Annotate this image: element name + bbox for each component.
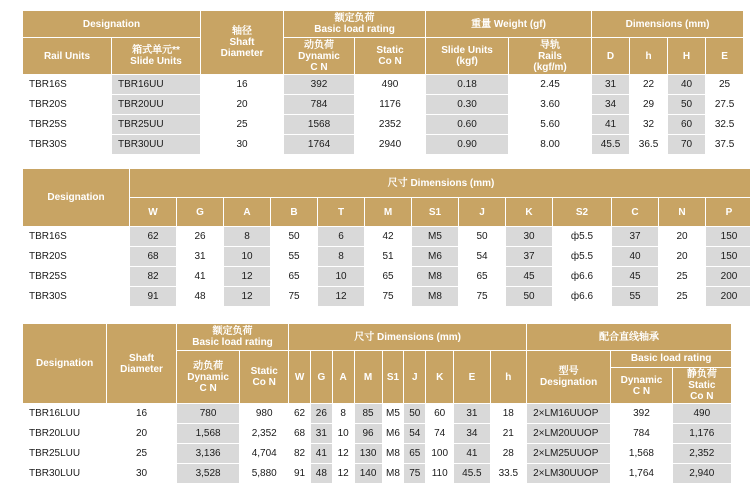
rail-slide-spec-table <box>22 10 744 155</box>
table-cell: TBR30UU <box>112 135 200 154</box>
table-cell: 8 <box>318 247 364 266</box>
header-basic-load-rating: 额定负荷 Basic load rating <box>284 11 425 37</box>
header-designation: Designation <box>23 169 129 226</box>
table-cell: 1568 <box>284 115 354 134</box>
table-cell: 10 <box>224 247 270 266</box>
header-weight-rails: 导轨 Rails (kgf/m) <box>509 38 591 74</box>
table-cell: 30 <box>506 227 552 246</box>
table-cell: 8 <box>333 404 354 423</box>
table-cell: 5.60 <box>509 115 591 134</box>
table-cell: 2×LM30UUOP <box>527 464 610 483</box>
header-weight-slide-units: Slide Units (kgf) <box>426 38 508 74</box>
table-cell: 41 <box>592 115 629 134</box>
table-cell: 30 <box>201 135 283 154</box>
header-dim-J: J <box>459 198 505 226</box>
table-cell: 82 <box>130 267 176 286</box>
table-cell: 12 <box>224 287 270 306</box>
table-cell: 21 <box>491 424 526 443</box>
header-dynamic: 动负荷 Dynamic C N <box>177 351 239 403</box>
table-cell: TBR16S <box>23 75 111 94</box>
table-cell: TBR20UU <box>112 95 200 114</box>
table-cell: 6 <box>318 227 364 246</box>
table-cell: 2,352 <box>673 444 731 463</box>
header-shaft-diameter: 轴径 Shaft Diameter <box>201 11 283 74</box>
header-dim-G: G <box>177 198 223 226</box>
table-cell: 32.5 <box>706 115 743 134</box>
table-cell: 48 <box>177 287 223 306</box>
table-cell: 65 <box>365 267 411 286</box>
table-cell: 85 <box>355 404 382 423</box>
table-cell: 3,136 <box>177 444 239 463</box>
header-matching-bearing: 配合直线轴承 <box>527 324 731 350</box>
table-cell: 37 <box>506 247 552 266</box>
table-cell: 784 <box>284 95 354 114</box>
table-cell: 50 <box>271 227 317 246</box>
table-cell: 1,568 <box>177 424 239 443</box>
table-cell: TBR16LUU <box>23 404 106 423</box>
table-cell: TBR16UU <box>112 75 200 94</box>
table-cell: 2×LM16UUOP <box>527 404 610 423</box>
table-cell: 48 <box>311 464 332 483</box>
table-cell: 2,940 <box>673 464 731 483</box>
header-shaft-diameter: Shaft Diameter <box>107 324 176 403</box>
table-cell: 33.5 <box>491 464 526 483</box>
table-cell: 12 <box>224 267 270 286</box>
table-cell: 34 <box>592 95 629 114</box>
table-cell: 2940 <box>355 135 425 154</box>
header-basic-load-rating: 额定负荷 Basic load rating <box>177 324 288 350</box>
table-cell: TBR25UU <box>112 115 200 134</box>
table-cell: 140 <box>355 464 382 483</box>
header-static: Static Co N <box>355 38 425 74</box>
header-designation: Designation <box>23 11 200 37</box>
table-cell: 45 <box>612 267 658 286</box>
table-cell: 110 <box>426 464 453 483</box>
table-cell: 25 <box>201 115 283 134</box>
table-cell: 54 <box>404 424 425 443</box>
table-row <box>23 95 743 114</box>
table-cell: 25 <box>659 267 705 286</box>
header-dim-M: M <box>365 198 411 226</box>
table-cell: M5 <box>412 227 458 246</box>
table-cell: 784 <box>611 424 671 443</box>
header-slide-units: 箱式单元** Slide Units <box>112 38 200 74</box>
table-cell: 65 <box>271 267 317 286</box>
table-cell: 55 <box>612 287 658 306</box>
table-cell: 16 <box>201 75 283 94</box>
table-cell: 45 <box>506 267 552 286</box>
table-cell: 1764 <box>284 135 354 154</box>
table-cell: 150 <box>706 227 750 246</box>
header-dimensions: 尺寸 Dimensions (mm) <box>289 324 526 350</box>
header-dim-W: W <box>130 198 176 226</box>
table-cell: 26 <box>311 404 332 423</box>
table-cell: 91 <box>130 287 176 306</box>
table-cell: 2,352 <box>240 424 288 443</box>
table-cell: 60 <box>426 404 453 423</box>
table-cell: 29 <box>630 95 667 114</box>
table-cell: 50 <box>668 95 705 114</box>
table-cell: 34 <box>454 424 489 443</box>
header-dim-h: h <box>491 351 526 403</box>
table-cell: 0.18 <box>426 75 508 94</box>
table-cell: M6 <box>412 247 458 266</box>
table-cell: 82 <box>289 444 310 463</box>
table-cell: 12 <box>333 464 354 483</box>
table-cell: 0.30 <box>426 95 508 114</box>
header-dim-C: C <box>612 198 658 226</box>
rail-dimensions-table <box>22 168 750 307</box>
table2-body <box>23 227 750 306</box>
table-cell: 2.45 <box>509 75 591 94</box>
table-cell: 20 <box>659 227 705 246</box>
table-cell: 45.5 <box>592 135 629 154</box>
table-cell: M8 <box>412 267 458 286</box>
table-cell: 490 <box>355 75 425 94</box>
table-cell: 41 <box>311 444 332 463</box>
table-cell: 70 <box>668 135 705 154</box>
header-static: Static Co N <box>240 351 288 403</box>
table-cell: 980 <box>240 404 288 423</box>
table-cell: 96 <box>355 424 382 443</box>
table-cell: 780 <box>177 404 239 423</box>
header-dim-B: B <box>271 198 317 226</box>
table-cell: 1,176 <box>673 424 731 443</box>
table-cell: 75 <box>271 287 317 306</box>
table-cell: 100 <box>426 444 453 463</box>
table-cell: 60 <box>668 115 705 134</box>
table-cell: 1,764 <box>611 464 671 483</box>
header-dim-P: P <box>706 198 750 226</box>
table-cell: 2352 <box>355 115 425 134</box>
table-cell: ф5.5 <box>553 227 611 246</box>
table-cell: M8 <box>383 464 404 483</box>
table-row <box>23 444 731 463</box>
table-cell: TBR25S <box>23 267 129 286</box>
table-cell: 68 <box>289 424 310 443</box>
table-cell: 20 <box>107 424 176 443</box>
table-cell: TBR30S <box>23 287 129 306</box>
table1-body <box>23 75 743 154</box>
table-cell: 65 <box>404 444 425 463</box>
table-cell: TBR20LUU <box>23 424 106 443</box>
table-cell: 74 <box>426 424 453 443</box>
table-cell: 26 <box>177 227 223 246</box>
table-cell: 25 <box>107 444 176 463</box>
table-cell: 130 <box>355 444 382 463</box>
header-dim-W: W <box>289 351 310 403</box>
table-cell: 32 <box>630 115 667 134</box>
table-cell: 10 <box>333 424 354 443</box>
header-rail-units: Rail Units <box>23 38 111 74</box>
table-row <box>23 227 750 246</box>
header-bearing-load-group <box>611 351 731 403</box>
table-cell: 75 <box>404 464 425 483</box>
table-cell: TBR20S <box>23 247 129 266</box>
table-cell: 12 <box>318 287 364 306</box>
table-cell: 200 <box>706 267 750 286</box>
header-dynamic: 动负荷 Dynamic C N <box>284 38 354 74</box>
table-cell: 200 <box>706 287 750 306</box>
table-cell: 40 <box>668 75 705 94</box>
table-cell: M6 <box>383 424 404 443</box>
table3-body <box>23 404 731 483</box>
header-dim-K: K <box>506 198 552 226</box>
header-dim-J: J <box>404 351 425 403</box>
table-row <box>23 135 743 154</box>
table-cell: 50 <box>404 404 425 423</box>
table-cell: 20 <box>659 247 705 266</box>
table-cell: 75 <box>459 287 505 306</box>
table-cell: 8.00 <box>509 135 591 154</box>
header-dim-G: G <box>311 351 332 403</box>
table-cell: 62 <box>289 404 310 423</box>
table-row <box>23 115 743 134</box>
table-cell: 16 <box>107 404 176 423</box>
table-cell: 22 <box>630 75 667 94</box>
table-cell: TBR25S <box>23 115 111 134</box>
table-cell: 25 <box>659 287 705 306</box>
header-designation: Designation <box>23 324 106 403</box>
table-cell: 31 <box>592 75 629 94</box>
table-cell: 75 <box>365 287 411 306</box>
table-cell: 18 <box>491 404 526 423</box>
table-cell: TBR30LUU <box>23 464 106 483</box>
header-dim-K: K <box>426 351 453 403</box>
header-bearing-static: 静负荷 Static Co N <box>686 369 717 402</box>
table-cell: 20 <box>201 95 283 114</box>
header-weight: 重量 Weight (gf) <box>426 11 591 37</box>
header-dimensions: Dimensions (mm) <box>592 11 743 37</box>
header-bearing-basic-load-rating: Basic load rating <box>611 351 731 368</box>
table-cell: 27.5 <box>706 95 743 114</box>
table-cell: 68 <box>130 247 176 266</box>
table-cell: 41 <box>177 267 223 286</box>
table-cell: 45.5 <box>454 464 489 483</box>
header-dim-T: T <box>318 198 364 226</box>
table-row <box>23 424 731 443</box>
table-cell: 50 <box>459 227 505 246</box>
header-dimensions: 尺寸 Dimensions (mm) <box>130 169 750 197</box>
table-cell: ф5.5 <box>553 247 611 266</box>
table-cell: 30 <box>107 464 176 483</box>
table-cell: 150 <box>706 247 750 266</box>
header-dim-S2: S2 <box>553 198 611 226</box>
table-cell: M8 <box>412 287 458 306</box>
table-cell: 28 <box>491 444 526 463</box>
table-cell: 51 <box>365 247 411 266</box>
table-row <box>23 404 731 423</box>
table-cell: 5,880 <box>240 464 288 483</box>
header-bearing-designation: 型号 Designation <box>527 351 610 403</box>
table-cell: 0.90 <box>426 135 508 154</box>
table-cell: 41 <box>454 444 489 463</box>
table-cell: 2×LM20UUOP <box>527 424 610 443</box>
table-cell: M5 <box>383 404 404 423</box>
table-row <box>23 464 731 483</box>
table-row <box>23 267 750 286</box>
table-cell: 54 <box>459 247 505 266</box>
header-dim-H: H <box>668 38 705 74</box>
table-cell: 10 <box>318 267 364 286</box>
table-cell: 50 <box>506 287 552 306</box>
table-cell: 65 <box>459 267 505 286</box>
header-dim-A: A <box>224 198 270 226</box>
table-cell: 31 <box>454 404 489 423</box>
table-cell: 55 <box>271 247 317 266</box>
table-cell: TBR25LUU <box>23 444 106 463</box>
table-cell: TBR20S <box>23 95 111 114</box>
table-row <box>23 75 743 94</box>
header-dim-D: D <box>592 38 629 74</box>
header-bearing-dynamic: Dynamic C N <box>611 368 672 403</box>
header-dim-S1: S1 <box>383 351 404 403</box>
table-cell: 91 <box>289 464 310 483</box>
table-cell: ф6.6 <box>553 267 611 286</box>
table-cell: 0.60 <box>426 115 508 134</box>
table-cell: 37.5 <box>706 135 743 154</box>
table-cell: 392 <box>611 404 671 423</box>
table-cell: TBR30S <box>23 135 111 154</box>
header-dim-E: E <box>454 351 489 403</box>
table-cell: TBR16S <box>23 227 129 246</box>
table-cell: 12 <box>333 444 354 463</box>
table-cell: 40 <box>612 247 658 266</box>
header-dim-E: E <box>706 38 743 74</box>
table-cell: 8 <box>224 227 270 246</box>
table-cell: 62 <box>130 227 176 246</box>
table-cell: 25 <box>706 75 743 94</box>
table-cell: 2×LM25UUOP <box>527 444 610 463</box>
table-cell: M8 <box>383 444 404 463</box>
table-cell: 42 <box>365 227 411 246</box>
table-cell: ф6.6 <box>553 287 611 306</box>
table-row <box>23 247 750 266</box>
table-cell: 392 <box>284 75 354 94</box>
table-cell: 1176 <box>355 95 425 114</box>
header-dim-h: h <box>630 38 667 74</box>
table-cell: 4,704 <box>240 444 288 463</box>
table-cell: 37 <box>612 227 658 246</box>
long-slide-spec-table <box>22 323 732 484</box>
table-cell: 36.5 <box>630 135 667 154</box>
table-cell: 3,528 <box>177 464 239 483</box>
table-row <box>23 287 750 306</box>
header-dim-S1: S1 <box>412 198 458 226</box>
header-dim-M: M <box>355 351 382 403</box>
table-cell: 1,568 <box>611 444 671 463</box>
table-cell: 31 <box>177 247 223 266</box>
header-dim-N: N <box>659 198 705 226</box>
header-dim-A: A <box>333 351 354 403</box>
table-cell: 490 <box>673 404 731 423</box>
table-cell: 3.60 <box>509 95 591 114</box>
table-cell: 31 <box>311 424 332 443</box>
